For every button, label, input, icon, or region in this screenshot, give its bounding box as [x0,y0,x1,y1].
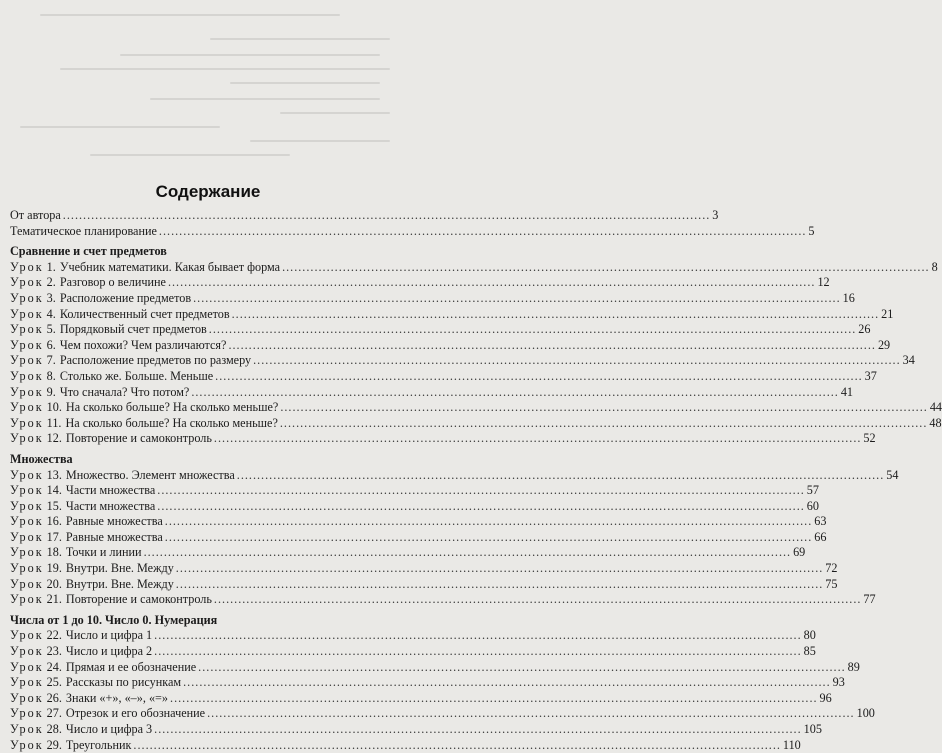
dot-leader: ................................................................................................................................................................ [191,384,839,399]
lesson-word: Урок [10,467,44,482]
entry-title: Повторение и самоконтроль [65,431,212,446]
page-number: 52 [863,431,876,446]
section-heading: Сравнение и счет предметов [10,244,167,259]
toc-entry[interactable] [10,659,860,676]
lesson-number: 11. [46,415,62,430]
page-number: 72 [825,561,838,576]
lesson-number: 2. [46,275,56,290]
page-number: 29 [877,337,891,352]
entry-title: Отрезок и его обозначение [65,706,206,721]
dot-leader: ................................................................................................................................................................ [253,353,901,368]
page-number: 110 [782,737,801,752]
toc-entry[interactable] [10,467,899,484]
page-number: 5 [808,223,815,238]
page-number: 54 [886,467,899,482]
toc-entry[interactable] [10,561,838,577]
lesson-word: Урок [10,514,44,529]
dot-leader: ................................................................................................................................................................ [236,467,885,482]
dot-leader: ................................................................................................................................................................ [279,415,928,430]
dot-leader: ................................................................................................................................................................ [62,208,711,222]
lesson-number: 18. [46,545,62,560]
toc-entry[interactable] [10,259,938,276]
lesson-word: Урок [10,561,44,576]
toc-entry[interactable] [10,337,891,354]
dot-leader: ................................................................................................................................................................ [231,306,880,321]
entry-title: На сколько больше? На сколько меньше? [65,400,279,415]
lesson-number: 20. [46,576,62,591]
lesson-number: 10. [46,400,62,415]
dot-leader: ................................................................................................................................................................ [183,675,831,690]
lesson-word: Урок [10,306,44,321]
lesson-number: 17. [46,529,62,544]
lesson-word: Урок [10,259,44,274]
lesson-number: 8. [46,368,56,383]
lesson-number: 14. [46,483,62,498]
dot-leader: ................................................................................................................................................................ [154,644,802,659]
table-of-contents [10,208,942,753]
toc-entry[interactable] [10,529,827,546]
toc-entry[interactable] [10,290,855,307]
toc-entry[interactable] [10,628,816,644]
entry-title: Столько же. Больше. Меньше [59,368,214,383]
lesson-word: Урок [10,545,44,560]
entry-title: Расположение предметов [59,290,192,305]
page-number: 60 [806,498,819,513]
section-heading: Множества [10,451,73,466]
toc-entry[interactable] [10,592,876,608]
lesson-word: Урок [10,690,44,705]
dot-leader: ................................................................................................................................................................ [207,706,855,721]
page-number: 80 [803,628,816,643]
toc-entry[interactable] [10,483,819,499]
page-number: 12 [817,275,830,290]
entry-title: Точки и линии [65,545,142,560]
lesson-number: 26. [46,690,62,705]
lesson-word: Урок [10,275,44,290]
page-number: 34 [902,353,915,368]
page-number: 105 [803,722,822,736]
page-number: 89 [847,659,860,674]
lesson-number: 7. [46,353,56,368]
entry-title: Рассказы по рисункам [65,675,182,690]
page-number: 93 [832,675,845,690]
toc-entry[interactable] [10,706,875,722]
lesson-word: Урок [10,675,44,690]
dot-leader: ................................................................................................................................................................ [167,275,816,290]
lesson-word: Урок [10,322,44,337]
lesson-word: Урок [10,368,44,383]
entry-title: От автора [10,208,61,222]
lesson-number: 12. [46,431,62,446]
lesson-number: 9. [46,384,56,399]
dot-leader: ................................................................................................................................................................ [213,592,862,607]
lesson-word: Урок [10,722,44,736]
dot-leader: ................................................................................................................................................................ [170,690,818,705]
page-number: 66 [814,529,827,544]
page-number: 37 [864,368,877,383]
toc-entry[interactable] [10,208,719,224]
lesson-number: 1. [46,259,56,274]
dot-leader: ................................................................................................................................................................ [198,659,846,674]
lesson-number: 29. [46,737,62,752]
dot-leader: ................................................................................................................................................................ [154,628,802,643]
dot-leader: ................................................................................................................................................................ [228,337,876,352]
entry-title: Число и цифра 2 [65,644,153,659]
toc-entry[interactable] [10,690,832,707]
entry-title: Учебник математики. Какая бывает форма [59,259,281,274]
toc-entry[interactable] [10,368,877,385]
entry-title: Чем похожи? Чем различаются? [59,337,227,352]
entry-title: Внутри. Вне. Между [65,561,174,576]
page-number: 77 [863,592,876,607]
dot-leader: ................................................................................................................................................................ [157,483,805,498]
section-heading: Числа от 1 до 10. Число 0. Нумерация [10,612,218,627]
entry-title: Знаки «+», «–», «=» [65,690,169,705]
toc-entry[interactable] [10,353,915,369]
toc-entry[interactable] [10,400,942,416]
page-number: 8 [931,259,938,274]
lesson-word: Урок [10,529,44,544]
entry-title: Количественный счет предметов [59,306,230,321]
toc-entry[interactable] [10,576,838,593]
lesson-word: Урок [10,644,44,659]
toc-entry[interactable] [10,384,854,401]
toc-entry[interactable] [10,545,806,561]
lesson-number: 5. [46,322,56,337]
page-number: 41 [840,384,854,399]
lesson-number: 16. [46,514,62,529]
page-number: 21 [881,306,894,321]
entry-title: Число и цифра 3 [65,722,153,736]
dot-leader: ................................................................................................................................................................ [280,400,928,415]
entry-title: Прямая и ее обозначение [65,659,197,674]
dot-leader: ................................................................................................................................................................ [208,322,857,337]
lesson-word: Урок [10,384,44,399]
dot-leader: ................................................................................................................................................................ [133,737,781,752]
entry-title: Треугольник [65,737,132,752]
page-number: 48 [929,415,942,430]
lesson-number: 27. [46,706,62,721]
page-title: Содержание [155,182,261,201]
toc-entry[interactable] [10,498,819,515]
page-number: 3 [712,208,719,222]
dot-leader: ................................................................................................................................................................ [143,545,792,560]
lesson-word: Урок [10,628,44,643]
lesson-number: 15. [46,498,62,513]
dot-leader: ................................................................................................................................................................ [164,529,813,544]
toc-entry[interactable] [10,514,827,530]
entry-title: Что сначала? Что потом? [59,384,190,399]
entry-title: Разговор о величине [59,275,166,290]
lesson-number: 22. [46,628,62,643]
toc-entry[interactable] [10,431,876,447]
page-number: 85 [803,644,816,659]
dot-leader: ................................................................................................................................................................ [215,368,863,383]
toc-entry[interactable] [10,322,871,338]
lesson-word: Урок [10,415,44,430]
page-number: 26 [858,322,871,337]
page-number: 16 [842,290,855,305]
page-number: 57 [806,483,819,498]
entry-title: Расположение предметов по размеру [59,353,252,368]
dot-leader: ................................................................................................................................................................ [282,259,930,274]
entry-title: Число и цифра 1 [65,628,153,643]
lesson-number: 23. [46,644,62,659]
dot-leader: ................................................................................................................................................................ [193,290,841,305]
lesson-number: 19. [46,561,62,576]
lesson-number: 28. [46,722,62,736]
lesson-number: 4. [46,306,56,321]
dot-leader: ................................................................................................................................................................ [175,561,824,576]
dot-leader: ................................................................................................................................................................ [175,576,824,591]
lesson-word: Урок [10,431,44,446]
entry-title: Равные множества [65,529,163,544]
lesson-word: Урок [10,353,44,368]
toc-entry[interactable] [10,223,815,240]
entry-title: Части множества [65,483,156,498]
dot-leader: ................................................................................................................................................................ [213,431,862,446]
lesson-word: Урок [10,706,44,721]
lesson-number: 24. [46,659,62,674]
toc-entry[interactable] [10,275,830,291]
dot-leader: ................................................................................................................................................................ [157,498,805,513]
toc-entry[interactable] [10,675,845,691]
lesson-word: Урок [10,659,44,674]
entry-title: Множество. Элемент множества [65,467,235,482]
page-number: 96 [819,690,832,705]
dot-leader: ................................................................................................................................................................ [158,223,807,238]
lesson-word: Урок [10,483,44,498]
entry-title: Части множества [65,498,156,513]
dot-leader: ................................................................................................................................................................ [154,722,802,736]
lesson-number: 13. [46,467,62,482]
page-number: 63 [814,514,827,529]
toc-entry[interactable] [10,644,816,660]
lesson-number: 3. [46,290,56,305]
dot-leader: ................................................................................................................................................................ [164,514,813,529]
lesson-word: Урок [10,498,44,513]
entry-title: На сколько больше? На сколько меньше? [65,415,278,430]
lesson-word: Урок [10,400,44,415]
lesson-word: Урок [10,737,44,752]
toc-entry[interactable] [10,415,942,432]
lesson-number: 25. [46,675,62,690]
toc-entry[interactable] [10,737,801,753]
lesson-word: Урок [10,576,44,591]
page-number: 69 [793,545,806,560]
entry-title: Внутри. Вне. Между [65,576,174,591]
lesson-word: Урок [10,290,44,305]
toc-entry[interactable] [10,306,894,323]
lesson-number: 6. [46,337,56,352]
page-number: 44 [929,400,942,415]
lesson-word: Урок [10,337,44,352]
entry-title: Тематическое планирование [10,223,157,238]
page-number: 100 [856,706,875,721]
entry-title: Повторение и самоконтроль [65,592,212,607]
page-number: 75 [825,576,838,591]
entry-title: Равные множества [65,514,163,529]
toc-entry[interactable] [10,722,822,738]
entry-title: Порядковый счет предметов [59,322,207,337]
lesson-word: Урок [10,592,44,607]
lesson-number: 21. [46,592,62,607]
